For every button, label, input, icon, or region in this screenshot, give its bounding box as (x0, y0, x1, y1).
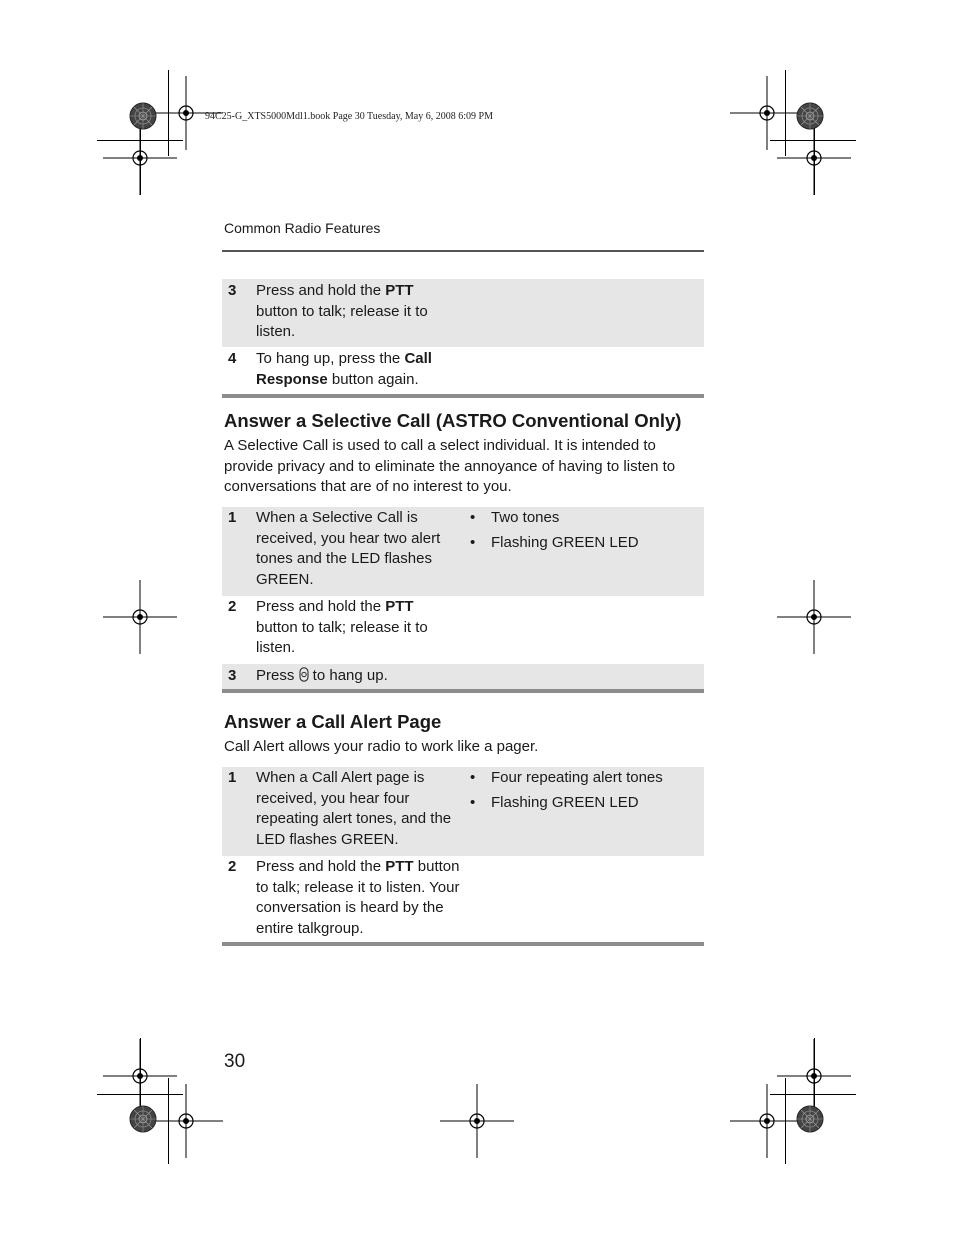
crosshair-mark (777, 121, 851, 195)
bullet-item: • Flashing GREEN LED (470, 793, 704, 814)
step-text: To hang up, press the Call Response button again. (256, 350, 432, 388)
step-indications (456, 508, 704, 596)
section-intro: Call Alert allows your radio to work like a pager. (224, 738, 539, 755)
bullet-item: • Four repeating alert tones (470, 768, 704, 789)
table-bottom-rule (222, 942, 704, 946)
crosshair-mark (103, 580, 177, 654)
step-text: Press and hold the PTT button to talk; release it to listen. Your conversation is heard by the entire talkgroup. (256, 858, 460, 937)
section-heading-selective-call: Answer a Selective Call (ASTRO Conventional Only) (224, 410, 682, 431)
steps-table-call-alert (222, 767, 704, 946)
step-text: Press to hang up. (256, 667, 388, 684)
bullet-item: • Two tones (470, 508, 704, 529)
bullet-item: • Flashing GREEN LED (470, 533, 704, 554)
step-number: 1 (228, 769, 237, 786)
table-bottom-rule (222, 689, 704, 693)
running-header: Common Radio Features (224, 220, 381, 236)
table-bottom-rule (222, 394, 704, 398)
steps-table-selective-call (222, 507, 704, 693)
header-rule (222, 250, 704, 252)
rosette-mark (130, 1106, 156, 1132)
table-row (222, 767, 704, 856)
rosette-mark (797, 1106, 823, 1132)
section-heading-call-alert: Answer a Call Alert Page (224, 711, 442, 732)
step-text: Press and hold the PTT button to talk; release it to listen. (256, 598, 428, 656)
table-row (222, 596, 704, 664)
step-number: 3 (228, 667, 237, 684)
crosshair-mark (777, 580, 851, 654)
page-number: 30 (224, 1051, 246, 1072)
step-number: 4 (228, 350, 237, 367)
crosshair-mark (103, 1039, 177, 1113)
section-intro: A Selective Call is used to call a select individual. It is intended to provide privacy and to eliminate the annoyance of having to listen to conversations that are of no interest to you. (224, 437, 676, 495)
call-response-button-icon (299, 667, 309, 682)
table-row (222, 347, 704, 394)
table-row (222, 279, 704, 347)
crosshair-mark (730, 1084, 804, 1158)
table-row (222, 664, 704, 689)
crosshair-mark (149, 1084, 223, 1158)
step-text: When a Selective Call is received, you hear two alert tones and the LED flashes GREEN. (256, 509, 441, 588)
step-number: 3 (228, 282, 237, 299)
crosshair-mark (440, 1084, 514, 1158)
crosshair-mark (777, 1039, 851, 1113)
crosshair-mark (730, 76, 804, 150)
step-number: 1 (228, 509, 237, 526)
book-info-line: 94C25-G_XTS5000Mdl1.book Page 30 Tuesday, May 6, 2008 6:09 PM (205, 111, 493, 122)
step-number: 2 (228, 598, 237, 615)
step-number: 2 (228, 858, 237, 875)
step-text: Press and hold the PTT button to talk; release it to listen. (256, 282, 428, 340)
rosette-mark (797, 103, 823, 129)
crosshair-mark (103, 121, 177, 195)
table-row (222, 856, 704, 942)
step-indications (456, 768, 704, 856)
rosette-mark (130, 103, 156, 129)
step-text: When a Call Alert page is received, you hear four repeating alert tones, and the LED flashes GREEN. (256, 769, 452, 848)
steps-table-continued (222, 279, 704, 398)
table-row (222, 507, 704, 596)
